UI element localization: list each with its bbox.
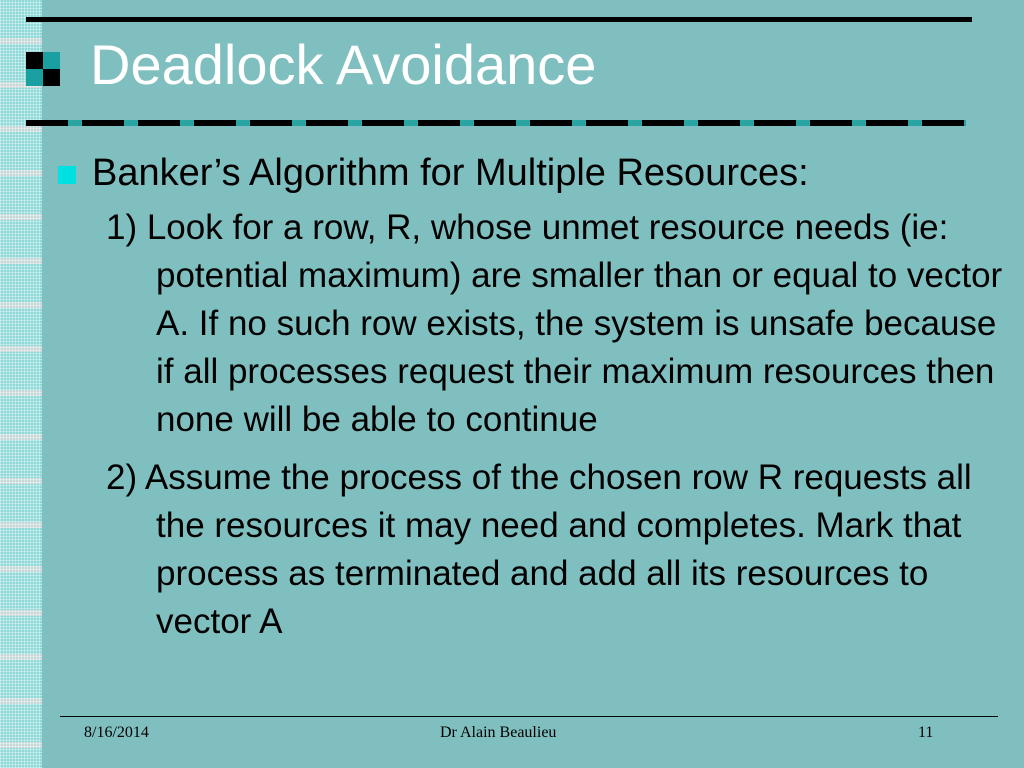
bullet-square-icon bbox=[58, 166, 76, 184]
decorative-left-strip bbox=[0, 0, 42, 768]
bullet-point bbox=[56, 148, 1016, 198]
slide-title: Deadlock Avoidance bbox=[90, 33, 597, 96]
footer-date: 8/16/2014 bbox=[84, 724, 149, 741]
top-rule bbox=[26, 17, 972, 22]
step-one-text: 1) Look for a row, R, whose unmet resource needs (ie: potential maximum) are smaller than or equal to vector A. If no such row exists, the system is unsafe because if all processes request their maximum resources then none will be able to continue bbox=[106, 208, 1003, 439]
bullet-text: Banker’s Algorithm for Multiple Resources: bbox=[92, 152, 809, 194]
footer-rule bbox=[60, 716, 998, 717]
dashed-divider bbox=[26, 120, 966, 126]
slide-body bbox=[56, 148, 1016, 646]
footer-author: Dr Alain Beaulieu bbox=[440, 724, 557, 741]
title-marker-icon bbox=[26, 52, 60, 86]
footer-page-number: 11 bbox=[918, 724, 934, 741]
step-two-text: 2) Assume the process of the chosen row R requests all the resources it may need and completes. Mark that process as terminated and add all its resources to vector A bbox=[106, 458, 972, 641]
